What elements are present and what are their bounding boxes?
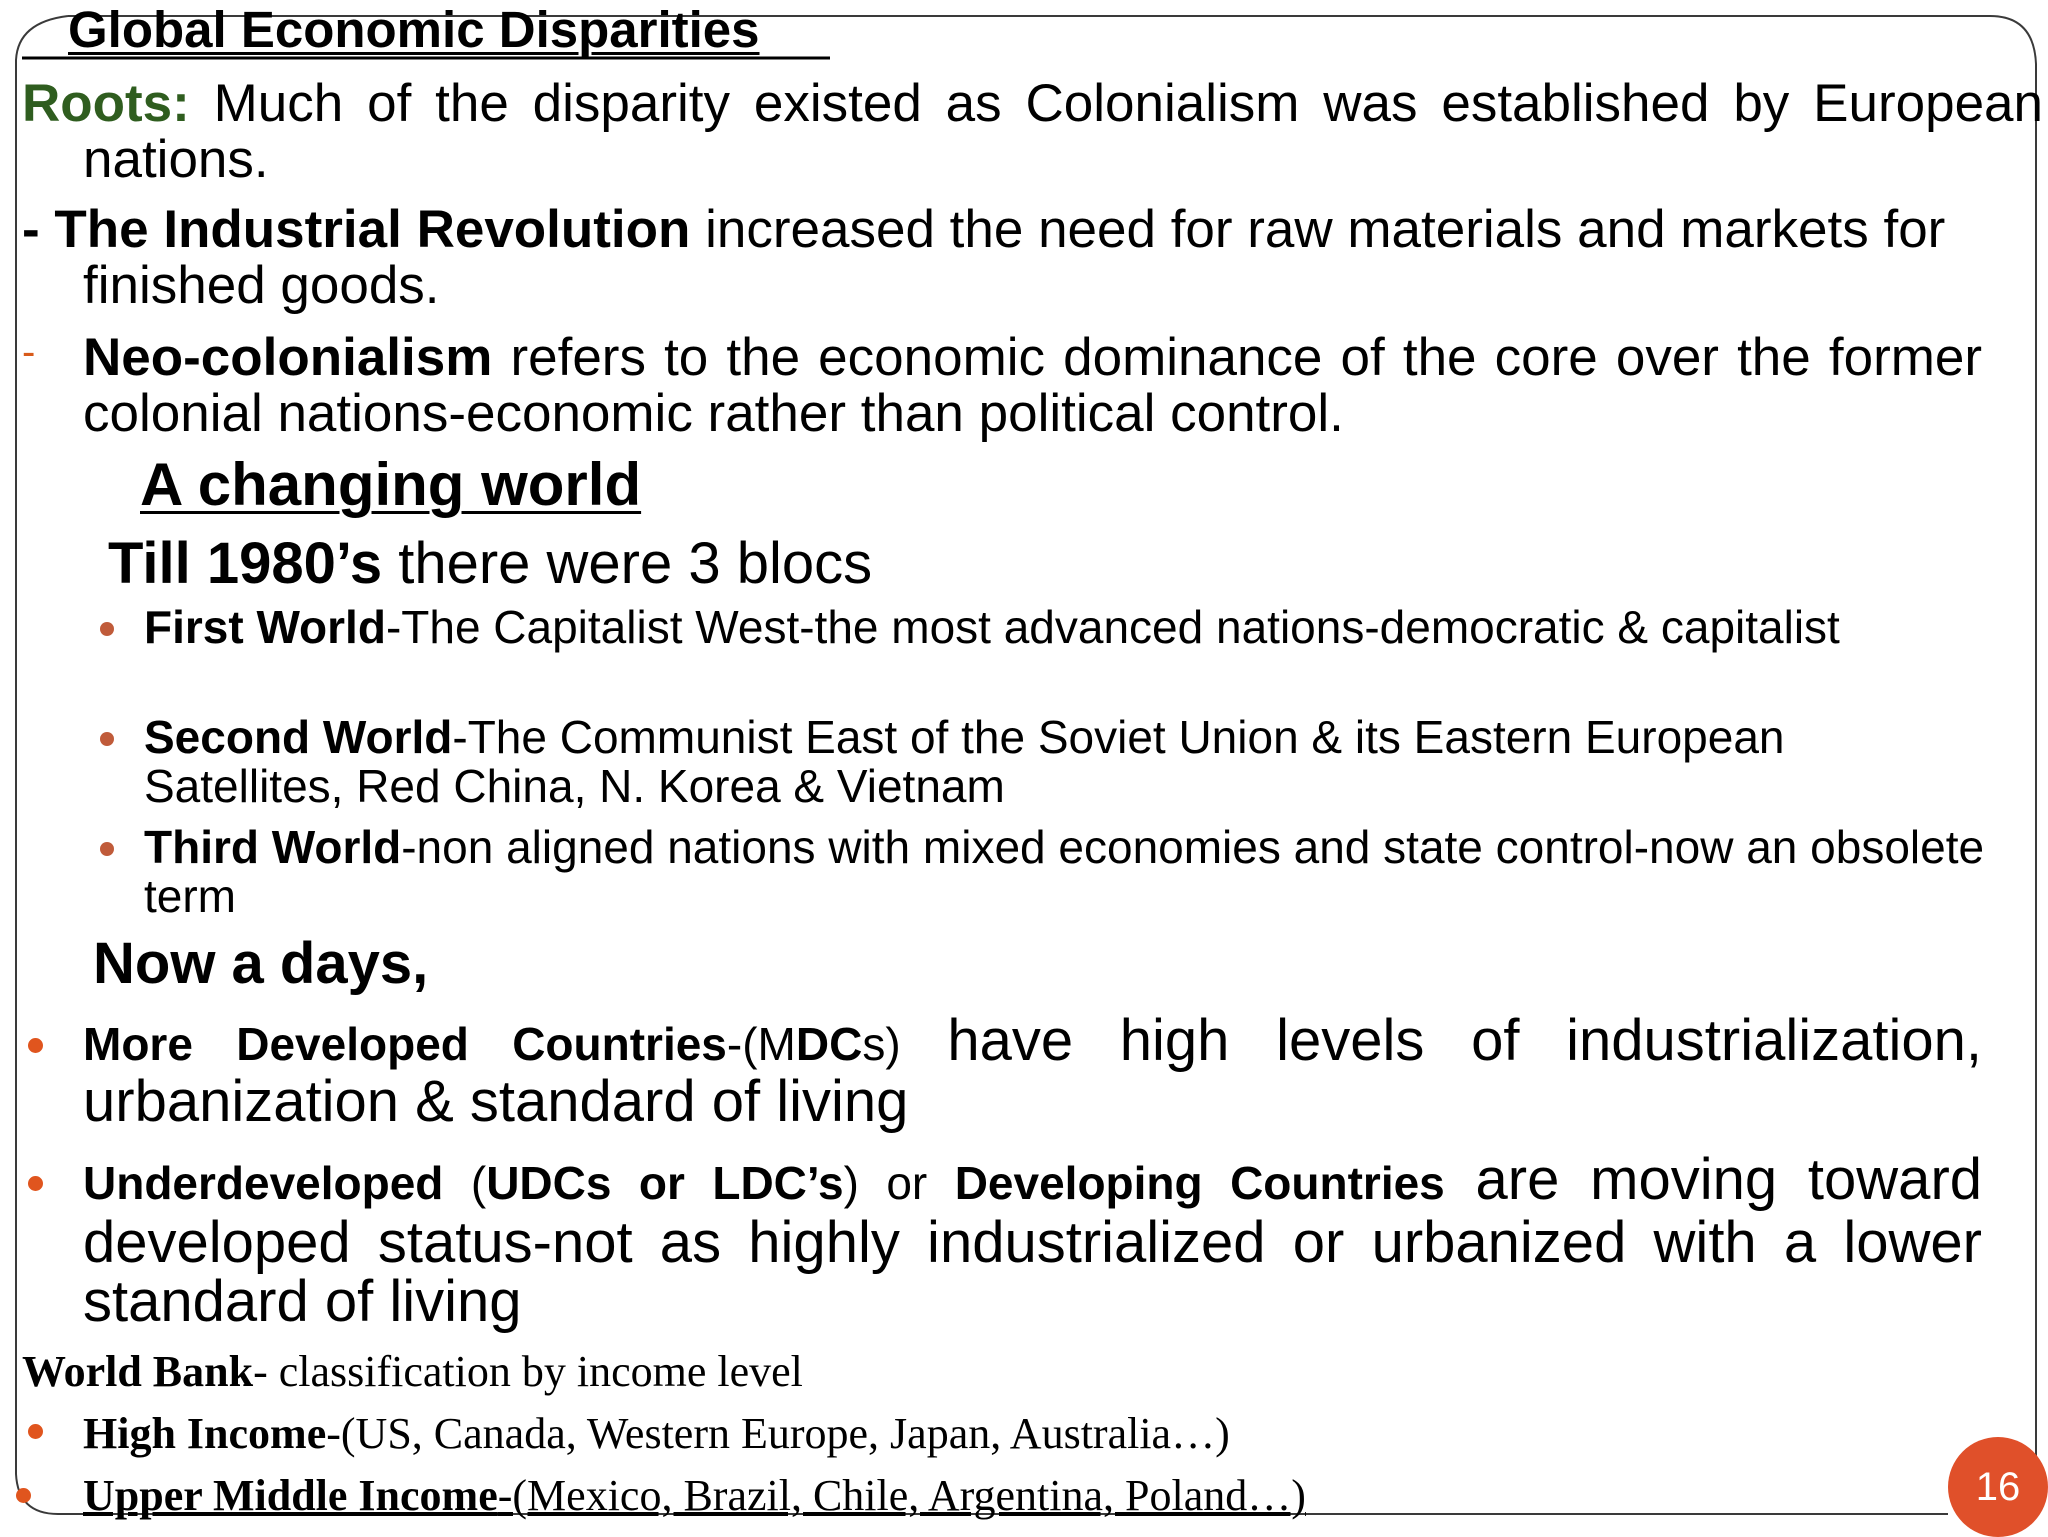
income-upper-middle bbox=[83, 1470, 1306, 1521]
bloc-second-world bbox=[144, 713, 1994, 811]
mdc-abbr: DC bbox=[795, 1018, 863, 1070]
neo-colonialism-term: Neo-colonialism bbox=[83, 328, 493, 387]
slide-title: Global Economic Disparities bbox=[68, 1, 760, 58]
bullet-icon bbox=[100, 842, 114, 856]
roots-paragraph bbox=[22, 76, 2043, 188]
industrial-revolution-paragraph bbox=[22, 202, 2043, 314]
bloc-first-world bbox=[144, 603, 1994, 652]
bloc-name: Second World bbox=[144, 711, 453, 763]
udc-term: Underdeveloped bbox=[83, 1157, 444, 1209]
bullet-icon bbox=[100, 732, 114, 746]
bloc-third-world bbox=[144, 823, 1994, 921]
now-a-days-heading: Now a days, bbox=[93, 931, 429, 996]
udc-mid: ) or bbox=[843, 1157, 955, 1209]
bullet-icon bbox=[28, 1176, 43, 1191]
income-level-name: Upper Middle Income bbox=[83, 1471, 498, 1520]
world-bank-term: World Bank bbox=[22, 1347, 254, 1396]
neo-dash: - bbox=[22, 330, 36, 374]
income-high bbox=[83, 1408, 1230, 1459]
income-level-text: -(US, Canada, Western Europe, Japan, Australia…) bbox=[326, 1409, 1230, 1458]
mdc-paren-close: s) bbox=[862, 1018, 901, 1070]
bullet-icon bbox=[100, 622, 114, 636]
world-bank-text: - classification by income level bbox=[253, 1347, 803, 1396]
mdc-paragraph bbox=[83, 1008, 1982, 1134]
bullet-icon bbox=[16, 1488, 31, 1503]
bloc-text: -non aligned nations with mixed economies and state control-now an obsolete term bbox=[144, 821, 1985, 922]
mdc-term: More Developed Countries bbox=[83, 1018, 727, 1070]
roots-label: Roots: bbox=[22, 74, 190, 133]
till-1980s-line bbox=[108, 530, 872, 597]
neo-colonialism-text: refers to the economic dominance of the core over the former colonial nations-economic rather than political control. bbox=[83, 328, 1982, 443]
page-number-badge: 16 bbox=[1948, 1437, 2048, 1537]
bloc-text: -The Capitalist West-the most advanced nations-democratic & capitalist bbox=[385, 601, 1840, 653]
bullet-icon bbox=[28, 1038, 43, 1053]
developing-countries-term: Developing Countries bbox=[954, 1157, 1445, 1209]
bloc-text: -The Communist East of the Soviet Union & its Eastern European Satellites, Red China, N. Korea & Vietnam bbox=[144, 711, 1785, 812]
bullet-icon bbox=[28, 1424, 43, 1439]
roots-text: Much of the disparity existed as Colonialism was established by European nations. bbox=[83, 74, 2043, 189]
udc-paragraph bbox=[83, 1147, 1983, 1334]
income-level-name: High Income bbox=[83, 1409, 327, 1458]
bloc-name: Third World bbox=[144, 821, 402, 873]
till-1980s-term: Till 1980’s bbox=[108, 531, 383, 596]
udc-text: are moving toward developed status-not as highly industrialized or urbanized with a lower standard of living bbox=[83, 1147, 1983, 1334]
mdc-text: have high levels of industrialization, urbanization & standard of living bbox=[83, 1008, 1982, 1134]
udc-paren-open: ( bbox=[443, 1157, 487, 1209]
industrial-revolution-term: - The Industrial Revolution bbox=[22, 200, 691, 259]
industrial-revolution-text: increased the need for raw materials and markets for finished goods. bbox=[83, 200, 1946, 315]
bloc-name: First World bbox=[144, 601, 386, 653]
mdc-paren-open: -(M bbox=[726, 1018, 796, 1070]
income-level-text: -(Mexico, Brazil, Chile, Argentina, Poland…) bbox=[497, 1471, 1306, 1520]
changing-world-heading: A changing world bbox=[140, 451, 642, 518]
world-bank-line bbox=[22, 1346, 803, 1397]
udc-abbr: UDCs or LDC’s bbox=[486, 1157, 844, 1209]
till-1980s-text: there were 3 blocs bbox=[382, 531, 873, 596]
neo-colonialism-paragraph bbox=[83, 330, 1982, 442]
